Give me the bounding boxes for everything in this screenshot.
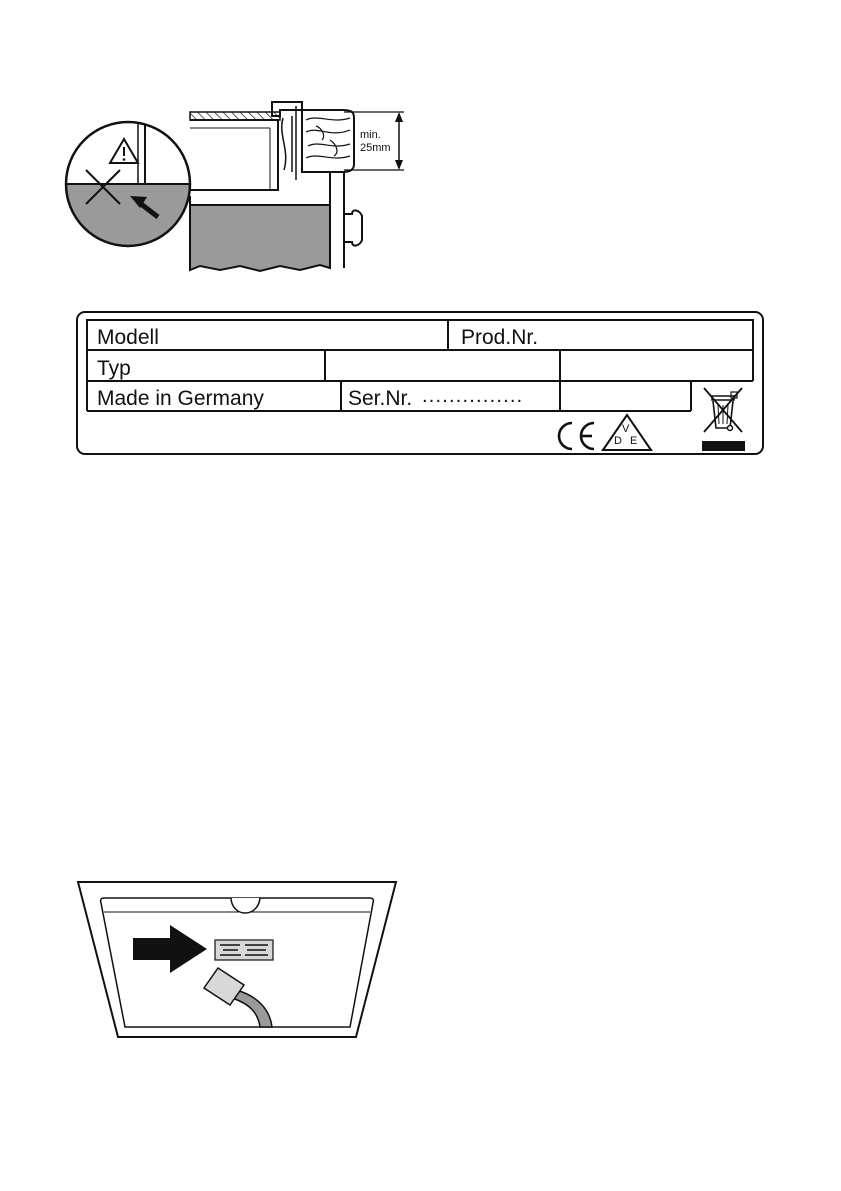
dimension-label-value: 25mm [360, 142, 391, 154]
rating-plate-sticker [215, 940, 273, 960]
vde-letter-d: D [614, 435, 622, 447]
vde-mark-icon [600, 412, 656, 454]
vde-letter-e: E [630, 435, 638, 447]
sernr-dots: ............... [422, 385, 524, 407]
prodnr-label: Prod.Nr. [461, 326, 539, 349]
dimension-label-min: min. [360, 129, 381, 141]
weee-bin-icon [700, 384, 748, 454]
typ-label: Typ [97, 357, 131, 380]
appliance-underside-diagram [70, 875, 405, 1045]
vde-letter-v: V [622, 423, 630, 435]
sernr-label: Ser.Nr. [348, 387, 413, 410]
ce-mark-text: CE [553, 420, 555, 421]
origin-label: Made in Germany [97, 387, 264, 410]
modell-label: Modell [97, 326, 159, 349]
ce-mark-icon [553, 420, 597, 452]
